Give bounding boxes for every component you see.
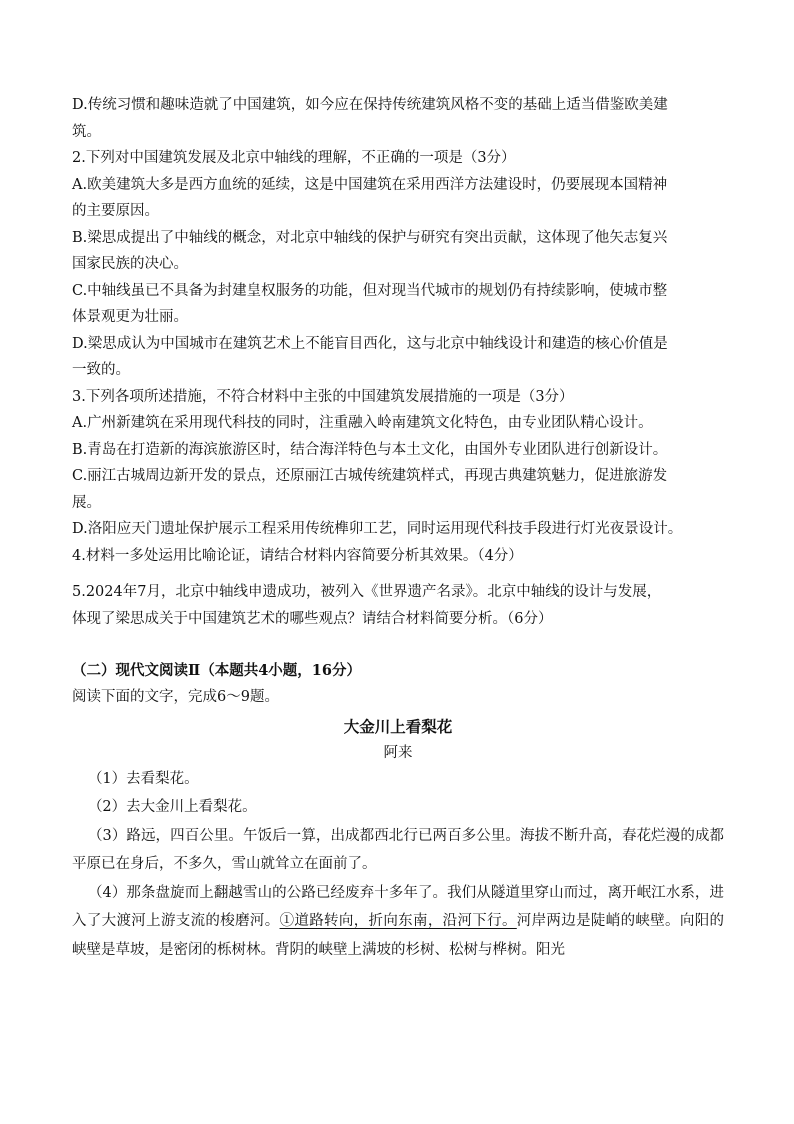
text-line: B.梁思成提出了中轴线的概念，对北京中轴线的保护与研究有突出贡献，这体现了他矢志复兴	[72, 229, 668, 246]
underlined-sentence: ①道路转向，折向东南，沿河下行。	[279, 913, 517, 929]
text-line: 一致的。	[72, 362, 130, 378]
reading-instruction: 阅读下面的文字，完成6～9题。	[72, 689, 279, 705]
text-line: 的峡壁。向阳的峡壁是草坡，是密闭的栎树林。背阴的峡壁上满坡的杉树、松树与桦树。阳光	[72, 913, 725, 958]
text-line: 体景观更为壮丽。	[72, 309, 188, 325]
text-line: 的主要原因。	[72, 203, 159, 219]
q2-option-b	[72, 225, 724, 278]
q3-stem: 3.下列各项所述措施，不符合材料中主张的中国建筑发展措施的一项是（3分）	[72, 388, 574, 405]
text-line: D.梁思成认为中国城市在建筑艺术上不能盲目西化，这与北京中轴线设计和建造的核心价值是	[72, 335, 668, 352]
article-paragraph-3	[72, 822, 724, 879]
article-paragraph-4	[72, 879, 724, 965]
text-line: C.丽江古城周边新开发的景点，还原丽江古城传统建筑样式，再现古典建筑魅力，促进旅游发	[72, 468, 668, 484]
q2-stem: 2.下列对中国建筑发展及北京中轴线的理解，不正确的一项是（3分）	[72, 150, 516, 166]
text-line: （4）那条盘旋而上翻越雪山的公路已经废弃十多年了。我们从隧道里穿山而过，离开岷江	[87, 884, 666, 901]
text-line: 国家民族的决心。	[72, 256, 188, 272]
text-line: （3）路远，四百公里。午饭后一算，出成都西北行已两百多公里。海拔不断升高，春花烂	[87, 827, 666, 844]
q4-stem: 4.材料一多处运用比喻论证，请结合材料内容简要分析其效果。（4分）	[72, 547, 523, 564]
spacer	[72, 632, 724, 658]
q5-stem	[72, 579, 724, 632]
text-line: 展。	[72, 494, 101, 511]
text-line: 漫的成都平原已在身后，不多久，雪山就耸立在面前了。	[72, 827, 724, 872]
text-line: 5.2024年7月，北京中轴线申遗成功，被列入《世界遗产名录》。北京中轴线的设计与发展，	[72, 584, 662, 600]
article-title: 大金川上看梨花	[343, 716, 453, 736]
article-paragraph-2: （2）去大金川上看梨花。	[87, 799, 257, 815]
article-paragraph-1: （1）去看梨花。	[87, 770, 199, 787]
q2-option-d	[72, 331, 724, 384]
q2-option-c	[72, 278, 724, 331]
text-line: C.中轴线虽已不具备为封建皇权服务的功能，但对现当代城市的规划仍有持续影响，使城市整	[72, 282, 668, 299]
text-line: D.传统习惯和趣味造就了中国建筑，如今应在保持传统建筑风格不变的基础上适当借鉴欧美建	[72, 97, 668, 113]
section-heading: （二）现代文阅读Ⅱ（本题共4小题，16分）	[72, 662, 361, 679]
text-line: 筑。	[72, 123, 101, 140]
exam-page	[72, 92, 724, 964]
text-line: A.欧美建筑大多是西方血统的延续，这是中国建筑在采用西洋方法建设时，仍要展现本国精神	[72, 176, 668, 193]
text-line: 河岸两边是陡峭	[516, 913, 621, 929]
article-author: 阿来	[383, 744, 413, 761]
q3-option-a: A.广州新建筑在采用现代科技的同时，注重融入岭南建筑文化特色，由专业团队精心设计。	[72, 415, 653, 431]
text-line: 水系，进入了大渡河上游支流的梭磨河。	[72, 884, 724, 929]
q1-option-d	[72, 92, 724, 145]
q3-option-b: B.青岛在打造新的海滨旅游区时，结合海洋特色与本土文化，由国外专业团队进行创新设计。	[72, 441, 668, 458]
q2-option-a	[72, 172, 724, 225]
spacer	[72, 569, 724, 579]
text-line: 体现了梁思成关于中国建筑艺术的哪些观点？请结合材料简要分析。（6分）	[72, 610, 553, 627]
q3-option-d: D.洛阳应天门遗址保护展示工程采用传统榫卯工艺，同时运用现代科技手段进行灯光夜景设计。	[72, 521, 683, 537]
q3-option-c	[72, 463, 724, 516]
